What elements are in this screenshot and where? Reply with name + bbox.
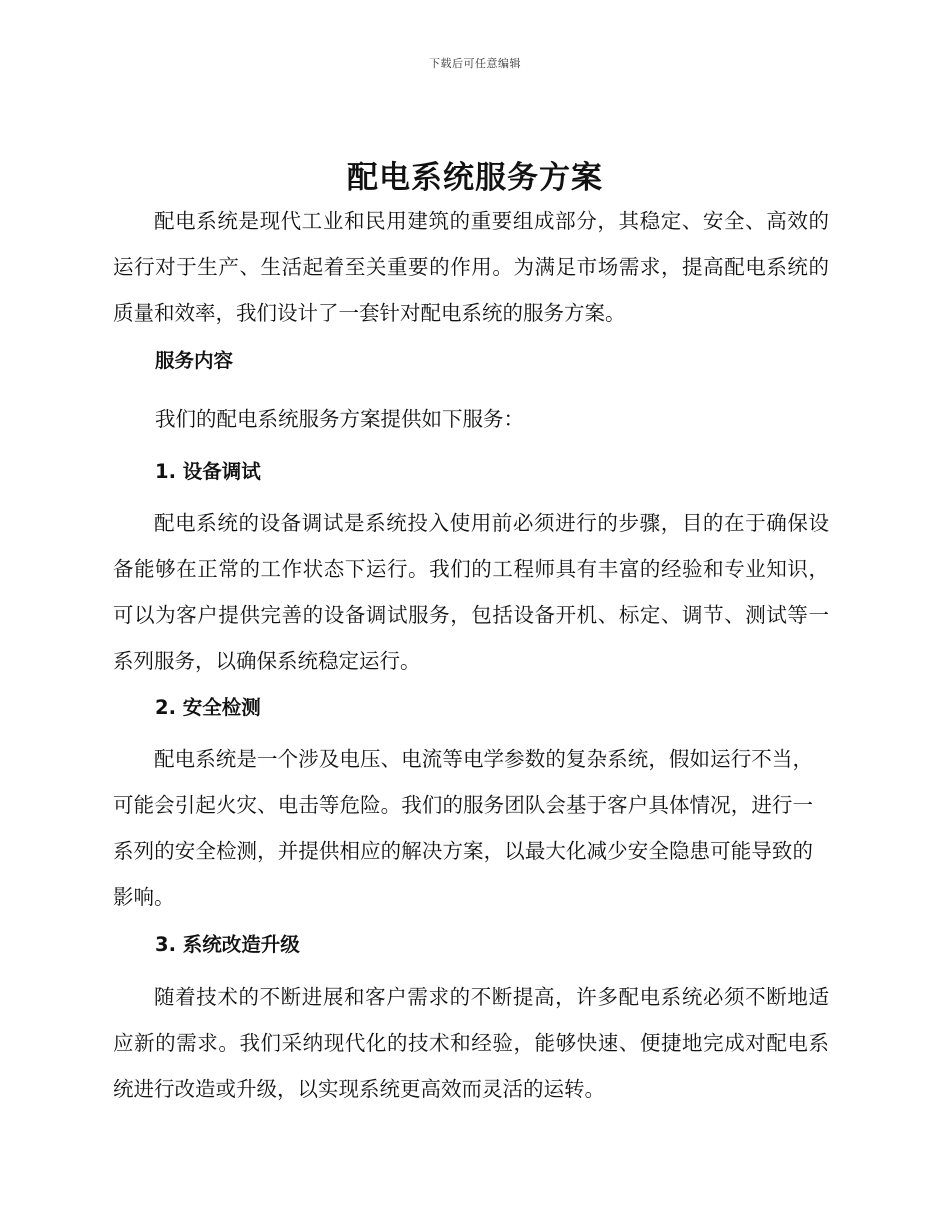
service-heading: 服务内容 <box>155 349 234 372</box>
section-heading-system-upgrade: 3. 系统改造升级 <box>155 933 300 956</box>
section-paragraph-equipment-debugging: 配电系统的设备调试是系统投入使用前必须进行的步骤，目的在于确保设备能够在正常的工作状态下运行。我们的工程师具有丰富的经验和专业知识，可以为客户提供完善的设备调试服务，包括设备开机、标定、调节、测试等一系列服务，以确保系统稳定运行。 <box>113 511 829 673</box>
section-heading-safety-inspection: 2. 安全检测 <box>155 696 261 719</box>
header-note: 下载后可任意编辑 <box>429 57 521 70</box>
section-heading-equipment-debugging: 1. 设备调试 <box>155 460 261 483</box>
section-paragraph-safety-inspection: 配电系统是一个涉及电压、电流等电学参数的复杂系统，假如运行不当，可能会引起火灾、电击等危险。我们的服务团队会基于客户具体情况，进行一系列的安全检测，并提供相应的解决方案，以最大化减少安全隐患可能导致的影响。 <box>113 747 813 909</box>
section-paragraph-system-upgrade: 随着技术的不断进展和客户需求的不断提高，许多配电系统必须不断地适应新的需求。我们采纳现代化的技术和经验，能够快速、便捷地完成对配电系统进行改造或升级，以实现系统更高效而灵活的运转。 <box>113 985 829 1101</box>
service-lead-paragraph: 我们的配电系统服务方案提供如下服务： <box>155 407 524 431</box>
intro-paragraph: 配电系统是现代工业和民用建筑的重要组成部分，其稳定、安全、高效的运行对于生产、生活起着至关重要的作用。为满足市场需求，提高配电系统的质量和效率，我们设计了一套针对配电系统的服务方案。 <box>113 209 829 325</box>
document-title: 配电系统服务方案 <box>347 160 603 196</box>
